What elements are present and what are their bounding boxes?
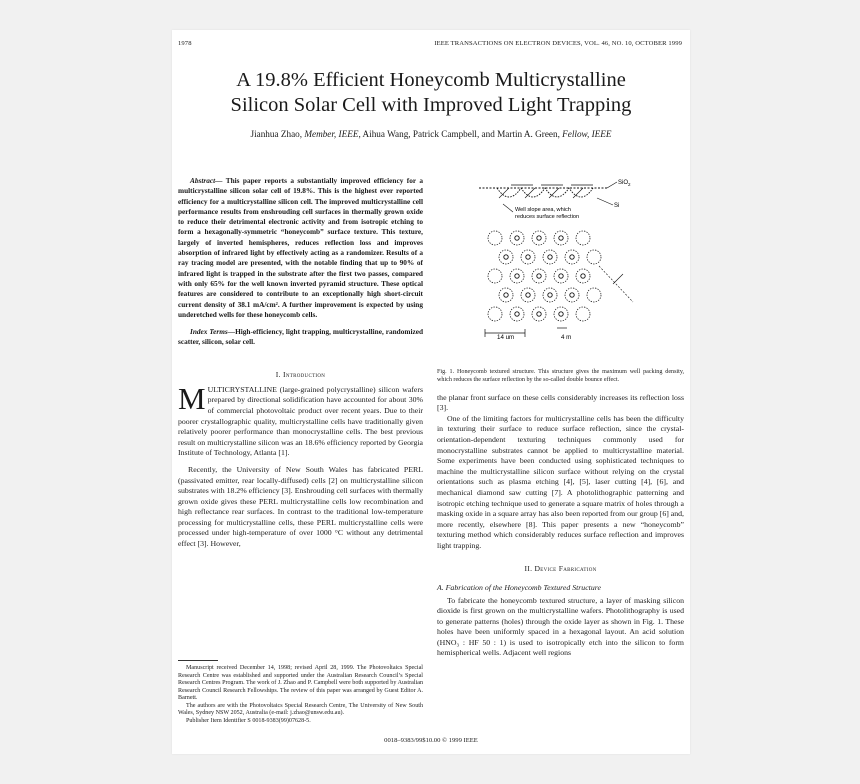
intro-paragraph-1: [178, 380, 423, 459]
intro-p1-text: (large-grained polycrystalline) silicon wafers prepared by directional solidification have accounted for about 30% of commercial photovoltaic product over recent years. Due to their poorer crystallographic quality, multicrystalline cells have traditionally given relatively poorer performance than monocrystalline cells. The best previous result on multicrystalline silicon was an 18.6% efficiency reported by Georgia Institute of Technology, Atlanta [1].: [178, 384, 423, 458]
footnote-2: The authors are with the Photovoltaics Special Research Centre, The University of New South Wales, Sydney NSW 2052, Australia (e-mail: j.zhao@unsw.edu.au).: [178, 702, 423, 716]
device-heading-text: Device Fabrication: [534, 563, 597, 573]
left-column: [178, 176, 424, 724]
copyright-footer: 0018–9383/99$10.00 © 1999 IEEE: [384, 737, 478, 744]
abstract-label: Abstract—: [190, 176, 223, 185]
honeycomb-plan-view: [488, 231, 601, 321]
page-number: 1978: [178, 40, 192, 47]
author-1-role: Member, IEEE: [304, 129, 359, 139]
si-label: Si: [614, 203, 620, 209]
honeycomb-holes: [504, 236, 585, 316]
paper-title: [172, 68, 690, 118]
intro-lead: ULTICRYSTALLINE: [207, 384, 277, 394]
footnotes: [178, 660, 423, 725]
author-2: , Aihua Wang, Patrick Campbell, and Martin A. Green,: [358, 129, 563, 139]
figure-1-caption: Fig. 1. Honeycomb textured structure. This structure gives the maximum well packing density, which reduces the surface reflection by the so-called double bounce effect.: [437, 369, 684, 383]
device-heading: [437, 564, 684, 573]
subsection-heading: A. Fabrication of the Honeycomb Textured Structure: [437, 582, 601, 592]
intro-heading-text: Introduction: [282, 369, 326, 379]
dimension-4um: 4 m: [561, 334, 572, 341]
abstract-text: This paper reports a substantially improved efficiency for a multicrystalline silicon solar cell of 19.8%. This is the highest ever reported efficiency for a multicrystalline silicon cell. The improved multicrystalline cell performance results from enshrouding cell surfaces in thermally grown oxide to reduce their detrimental electronic activity and from isotropic etching to form a hexagonally-symmetric “honeycomb” surface texture. This texture, largely of inverted hemispheres, reduces reflection loss and improves absorption of infrared light by effectively acting as a randomizer. Results of a ray tracing model are presented, with the notable finding that up to 90% of infrared light is trapped in the substrate after the first two passes, compared with only 65% for the well known inverted pyramid structure. These optical features are considered to contribute to an exceptionally high short-circuit current density of 38.1 mA/cm². A further improvement is expected by using underetched wells for these honeycomb cells.: [178, 176, 423, 319]
abstract: [178, 176, 423, 320]
running-head: [178, 40, 682, 47]
well-label-line-1: Well slope area, which: [515, 207, 571, 213]
author-2-role: Fellow, IEEE: [562, 129, 612, 139]
dropcap: M: [178, 380, 206, 416]
right-paragraph-continued: the planar front surface on these cells considerably increases its reflection loss [3].: [437, 392, 684, 413]
sio2-label: SiO$_2$: [618, 180, 631, 187]
journal-header: IEEE TRANSACTIONS ON ELECTRON DEVICES, VOL. 46, NO. 10, OCTOBER 1999: [434, 40, 682, 47]
title-line-1: A 19.8% Efficient Honeycomb Multicrystalline: [236, 69, 626, 91]
device-paragraph-1: To fabricate the honeycomb textured structure, a layer of masking silicon dioxide is first grown on the multicrystalline wafers. Photolithography is used to generate patterns (holes) through the oxide layer as shown in Fig. 1. These holes have been uniformly spaced in a hexagonal layout. An acid solution (HNO₃ : HF 50 : 1) is used to isotropically etch into the silicon to form hemispherical wells. Adjacent well regions: [437, 595, 684, 658]
index-terms-text: High-efficiency, light trapping, multicrystalline, randomized scatter, silicon, solar cell.: [178, 327, 424, 347]
author-list: [172, 129, 690, 139]
intro-paragraph-2: Recently, the University of New South Wales has fabricated PERL (passivated emitter, rear locally-diffused) cells [2] on multicrystalline silicon substrates with 18.2% efficiency [3]. Enshrouding cell surfaces with thermally grown oxide gives these PERL multicrystalline cells low recombination and high reflectance rear surfaces. In contrast to the traditional low-temperature processing for multicrystalline cells, these PERL multicrystalline cells were processed under high-temperature of over 1000 °C without any detrimental effect [3]. However,: [178, 464, 423, 549]
figure-1-diagram: [437, 176, 684, 366]
right-paragraph-limiting-factors: One of the limiting factors for multicrystalline cells has been the difficulty in texturing their surface to reduce surface reflection, since the crystal-orientation-dependent texturing techniques commonly used for monocrystalline substrates cannot be applied to multicrystalline material. Some experiments have been conducted using sophisticated techniques to machine the multicrystalline silicon surface without relying on the crystal orientations such as plasma etching [4], [5], laser cutting [4], [6], and mechanical diamond saw cutting [7]. A photolithographic patterning and isotropic etching technique used to generate a square matrix of holes through a masking oxide in a square array has also been reported from our group [6] and, more recently, elsewhere [8]. This paper presents a new “honeycomb” texturing method which considerably reduces surface reflection and improves light trapping.: [437, 413, 684, 550]
footnote-3: Publisher Item Identifier S 0018-9383(99)07628-5.: [186, 717, 311, 724]
intro-heading: [178, 370, 423, 379]
index-terms-label: Index Terms—: [190, 327, 236, 337]
device-heading-numeral: II.: [524, 563, 535, 573]
footnote-rule: [178, 660, 218, 661]
footnote-1: Manuscript received December 14, 1998; revised April 28, 1999. The Photovoltaics Special Research Centre was established and supported under the Australian Research Council’s Special Research Centres Program. The work of J. Zhao and P. Campbell were both supported by Australian Research Council Research Fellowships. The review of this paper was arranged by Guest Editor A. Barnett.: [178, 665, 423, 701]
paper-page: [172, 30, 690, 754]
well-label-line-2: reduces surface reflection: [515, 214, 580, 220]
cross-section: [479, 180, 631, 220]
dimension-14um: 14 um: [497, 334, 515, 341]
intro-heading-numeral: I.: [275, 369, 283, 379]
index-terms: [178, 327, 423, 348]
right-column: [437, 176, 684, 659]
title-line-2: Silicon Solar Cell with Improved Light Trapping: [230, 94, 632, 116]
author-1: Jianhua Zhao,: [250, 129, 305, 139]
